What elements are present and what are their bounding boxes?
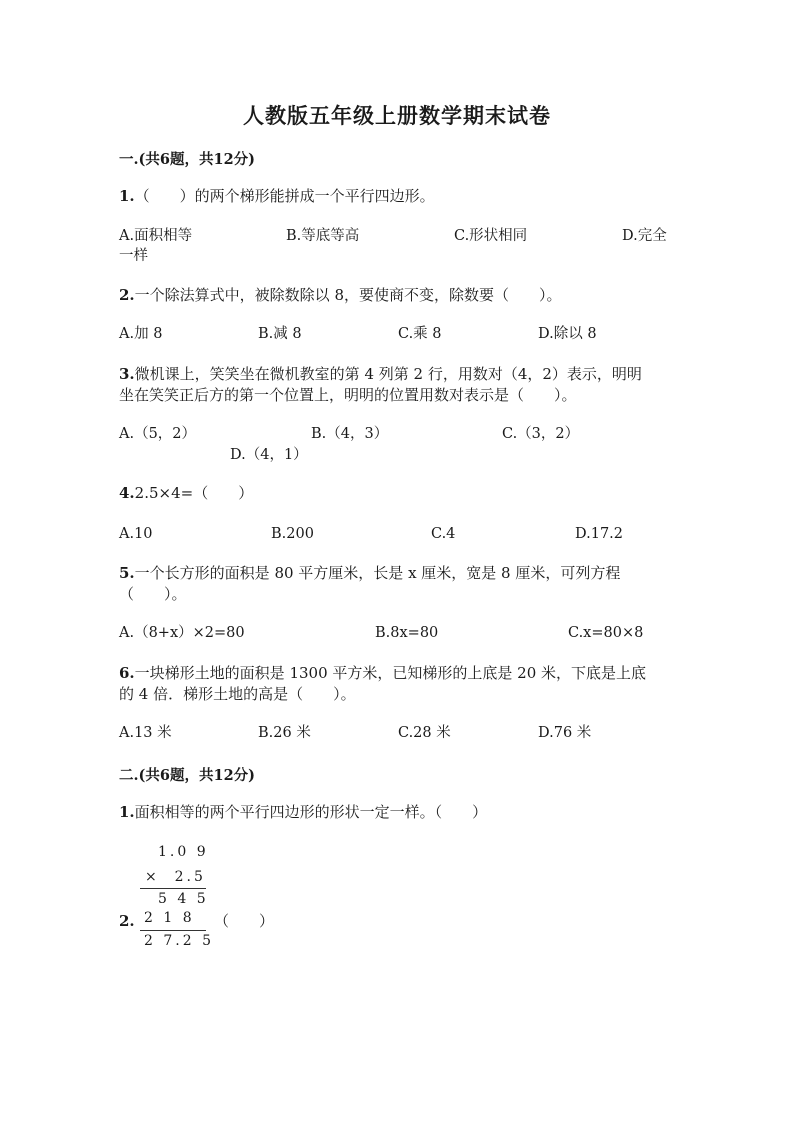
calc-multiplicand: 1.0 9 [158, 844, 209, 860]
question-1-6 [119, 663, 679, 705]
option-b: B.等底等高 [286, 228, 360, 244]
question-number: 5. [119, 564, 135, 582]
option-d: D.76 米 [538, 725, 592, 741]
option-a: A.10 [119, 526, 153, 542]
option-c: C.28 米 [398, 725, 451, 741]
question-1-5 [119, 563, 679, 605]
option-b: B.减 8 [258, 326, 302, 342]
question-number: 2. [119, 286, 135, 304]
option-b: B.（4，3） [311, 426, 389, 442]
option-d: D.除以 8 [538, 326, 597, 342]
question-text-line1: 一个长方形的面积是 80 平方厘米，长是 x 厘米，宽是 8 厘米，可列方程 [134, 564, 621, 582]
question-number: 2. [119, 912, 135, 930]
question-1-4 [119, 483, 679, 504]
option-c: C.（3，2） [502, 426, 580, 442]
question-1-3 [119, 364, 679, 406]
question-number: 3. [119, 365, 135, 383]
question-text-line2: （ ）。 [119, 585, 187, 603]
question-text-line2: 的 4 倍．梯形土地的高是（ ）。 [119, 685, 356, 703]
option-c: C.乘 8 [398, 326, 442, 342]
question-number: 1. [119, 187, 135, 205]
option-c: C.形状相同 [454, 228, 528, 244]
answer-blank: （ ） [214, 912, 275, 930]
calc-result: 2 7.2 5 [144, 933, 214, 949]
option-a: A.（5，2） [119, 426, 197, 442]
option-a: A.面积相等 [119, 228, 193, 244]
question-text-line1: 一块梯形土地的面积是 1300 平方米，已知梯形的上底是 20 米，下底是上底 [134, 664, 647, 682]
question-2-1 [119, 802, 679, 823]
calc-partial-2: 2 1 8 [144, 910, 195, 926]
option-b: B.8x=80 [375, 625, 439, 641]
option-a: A.13 米 [119, 725, 172, 741]
calc-multiplier: × 2.5 [145, 869, 206, 885]
option-d: D.17.2 [575, 526, 624, 542]
option-d-continued: 一样 [119, 248, 148, 264]
option-c: C.x=80×8 [568, 625, 644, 641]
question-number: 1. [119, 803, 135, 821]
section-heading-1: 一.(共6题，共12分) [119, 151, 256, 168]
option-a: A.加 8 [119, 326, 163, 342]
question-text-line2: 坐在笑笑正后方的第一个位置上，明明的位置用数对表示是（ ）。 [119, 386, 577, 404]
question-1-2 [119, 285, 679, 306]
option-c: C.4 [431, 526, 456, 542]
option-b: B.26 米 [258, 725, 311, 741]
option-d: D.完全 [622, 228, 667, 244]
calc-rule-1 [140, 888, 206, 889]
question-1-1 [119, 186, 679, 207]
option-b: B.200 [271, 526, 314, 542]
question-text: 2.5×4=（ ） [134, 484, 254, 502]
question-number: 4. [119, 484, 135, 502]
option-d: D.（4，1） [230, 447, 308, 463]
calc-partial-1: 5 4 5 [158, 891, 209, 907]
question-text-line1: 微机课上，笑笑坐在微机教室的第 4 列第 2 行，用数对（4，2）表示，明明 [134, 365, 642, 383]
question-text: （ ）的两个梯形能拼成一个平行四边形。 [134, 187, 435, 205]
section-heading-2: 二.(共6题，共12分) [119, 767, 256, 784]
question-text: 一个除法算式中，被除数除以 8，要使商不变，除数要（ ）。 [134, 286, 562, 304]
option-a: A.（8+x）×2=80 [119, 625, 245, 641]
page-title: 人教版五年级上册数学期末试卷 [243, 103, 551, 128]
question-number: 6. [119, 664, 135, 682]
question-text: 面积相等的两个平行四边形的形状一定一样。（ ） [134, 803, 488, 821]
